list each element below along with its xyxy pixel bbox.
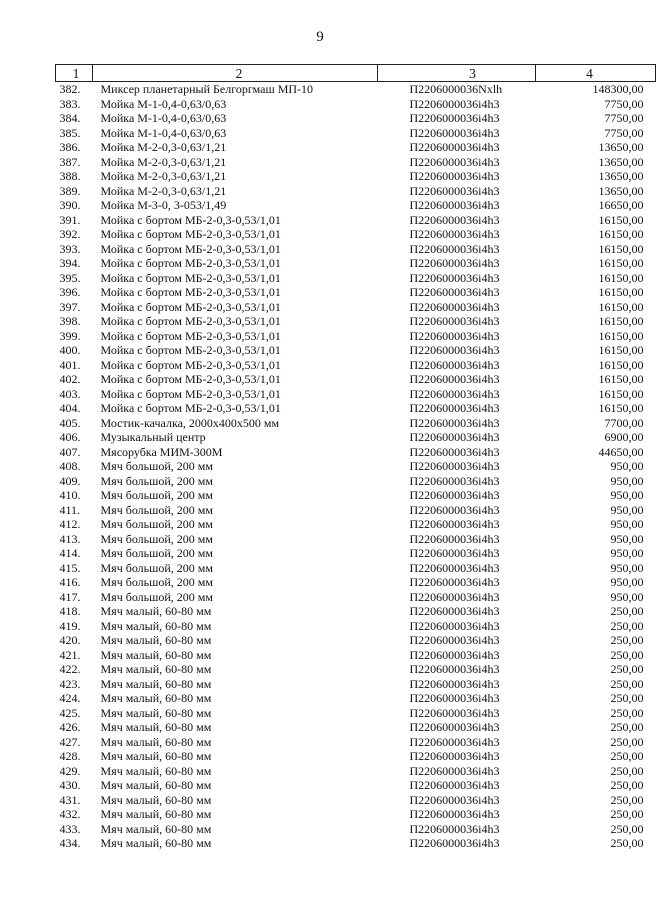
item-value: 250,00 <box>610 792 644 807</box>
inventory-code: П2206000036i4h3 <box>409 502 500 517</box>
item-name: Мойка с бортом МБ-2-0,3-0,53/1,01 <box>100 386 281 401</box>
item-name: Мойка с бортом МБ-2-0,3-0,53/1,01 <box>100 357 281 372</box>
inventory-code: П2206000036i4h3 <box>409 604 500 619</box>
row-number: 383. <box>59 96 81 111</box>
item-value: 16150,00 <box>598 227 644 242</box>
item-value: 250,00 <box>610 647 644 662</box>
inventory-code: П2206000036i4h3 <box>409 299 500 314</box>
item-value: 16150,00 <box>598 357 644 372</box>
item-value: 16150,00 <box>598 241 644 256</box>
inventory-code: П2206000036i4h3 <box>409 720 500 735</box>
row-number: 393. <box>59 241 81 256</box>
row-number: 433. <box>59 821 81 836</box>
row-number: 406. <box>59 430 81 445</box>
table-row <box>56 256 656 271</box>
item-name: Мяч малый, 60-80 мм <box>100 676 212 691</box>
table-row <box>56 532 656 547</box>
item-value: 6900,00 <box>604 430 644 445</box>
item-name: Мойка с бортом МБ-2-0,3-0,53/1,01 <box>100 314 281 329</box>
item-value: 250,00 <box>610 778 644 793</box>
table-row <box>56 822 656 837</box>
item-name: Мяч малый, 60-80 мм <box>100 807 212 822</box>
table-row <box>56 300 656 315</box>
row-number: 431. <box>59 792 81 807</box>
table-row <box>56 329 656 344</box>
row-number: 401. <box>59 357 81 372</box>
table-row <box>56 271 656 286</box>
item-name: Мойка М-3-0, 3-053/1,49 <box>100 198 227 213</box>
row-number: 409. <box>59 473 81 488</box>
row-number: 389. <box>59 183 81 198</box>
table-row <box>56 561 656 576</box>
table-row <box>56 459 656 474</box>
table-row <box>56 836 656 851</box>
table-row <box>56 662 656 677</box>
inventory-code: П2206000036i4h3 <box>409 560 500 575</box>
table-row <box>56 575 656 590</box>
item-value: 148300,00 <box>592 82 644 97</box>
item-value: 250,00 <box>610 633 644 648</box>
item-value: 250,00 <box>610 662 644 677</box>
column-header-3: 3 <box>378 65 536 82</box>
inventory-code: П2206000036i4h3 <box>409 125 500 140</box>
row-number: 400. <box>59 343 81 358</box>
table-row <box>56 445 656 460</box>
item-value: 250,00 <box>610 705 644 720</box>
row-number: 399. <box>59 328 81 343</box>
item-name: Мойка с бортом МБ-2-0,3-0,53/1,01 <box>100 372 281 387</box>
item-name: Мойка с бортом МБ-2-0,3-0,53/1,01 <box>100 343 281 358</box>
item-value: 950,00 <box>610 488 644 503</box>
item-value: 16150,00 <box>598 270 644 285</box>
item-name: Мостик-качалка, 2000х400х500 мм <box>100 415 280 430</box>
row-number: 405. <box>59 415 81 430</box>
item-value: 16150,00 <box>598 212 644 227</box>
row-number: 434. <box>59 836 81 851</box>
inventory-code: П2206000036i4h3 <box>409 792 500 807</box>
row-number: 423. <box>59 676 81 691</box>
inventory-code: П2206000036i4h3 <box>409 531 500 546</box>
item-name: Мойка М-2-0,3-0,63/1,21 <box>100 169 227 184</box>
item-name: Мойка с бортом МБ-2-0,3-0,53/1,01 <box>100 299 281 314</box>
table-row <box>56 140 656 155</box>
table-row <box>56 169 656 184</box>
inventory-code: П2206000036i4h3 <box>409 372 500 387</box>
inventory-code: П2206000036i4h3 <box>409 343 500 358</box>
table-row <box>56 97 656 112</box>
row-number: 426. <box>59 720 81 735</box>
table-row <box>56 111 656 126</box>
inventory-code: П2206000036Nxlh <box>409 82 503 97</box>
item-name: Мяч малый, 60-80 мм <box>100 821 212 836</box>
row-number: 410. <box>59 488 81 503</box>
row-number: 419. <box>59 618 81 633</box>
table-row <box>56 619 656 634</box>
inventory-code: П2206000036i4h3 <box>409 386 500 401</box>
item-name: Мяч малый, 60-80 мм <box>100 705 212 720</box>
row-number: 387. <box>59 154 81 169</box>
table-row <box>56 590 656 605</box>
table-row <box>56 227 656 242</box>
table-row <box>56 416 656 431</box>
item-value: 7700,00 <box>604 415 644 430</box>
inventory-code: П2206000036i4h3 <box>409 212 500 227</box>
inventory-code: П2206000036i4h3 <box>409 517 500 532</box>
item-name: Мойка с бортом МБ-2-0,3-0,53/1,01 <box>100 285 281 300</box>
item-value: 16150,00 <box>598 285 644 300</box>
item-value: 16150,00 <box>598 401 644 416</box>
item-value: 250,00 <box>610 618 644 633</box>
row-number: 396. <box>59 285 81 300</box>
item-value: 250,00 <box>610 821 644 836</box>
item-name: Мяч малый, 60-80 мм <box>100 604 212 619</box>
item-value: 250,00 <box>610 720 644 735</box>
table-row <box>56 343 656 358</box>
item-name: Мяч малый, 60-80 мм <box>100 647 212 662</box>
table-row <box>56 517 656 532</box>
row-number: 407. <box>59 444 81 459</box>
table-row <box>56 648 656 663</box>
inventory-code: П2206000036i4h3 <box>409 314 500 329</box>
column-header-1: 1 <box>56 65 93 82</box>
row-number: 397. <box>59 299 81 314</box>
inventory-code: П2206000036i4h3 <box>409 589 500 604</box>
column-header-4: 4 <box>536 65 656 82</box>
item-name: Миксер планетарный Белгоргмаш МП-10 <box>100 82 314 97</box>
table-row <box>56 633 656 648</box>
item-value: 250,00 <box>610 604 644 619</box>
item-name: Мойка с бортом МБ-2-0,3-0,53/1,01 <box>100 401 281 416</box>
inventory-code: П2206000036i4h3 <box>409 836 500 851</box>
item-name: Мясорубка МИМ-300М <box>100 444 223 459</box>
inventory-code: П2206000036i4h3 <box>409 241 500 256</box>
row-number: 394. <box>59 256 81 271</box>
inventory-code: П2206000036i4h3 <box>409 821 500 836</box>
item-value: 7750,00 <box>604 111 644 126</box>
item-value: 250,00 <box>610 734 644 749</box>
item-value: 250,00 <box>610 807 644 822</box>
item-name: Мяч малый, 60-80 мм <box>100 763 212 778</box>
inventory-code: П2206000036i4h3 <box>409 705 500 720</box>
item-value: 16150,00 <box>598 299 644 314</box>
item-name: Мяч большой, 200 мм <box>100 531 213 546</box>
table-row <box>56 546 656 561</box>
item-value: 950,00 <box>610 517 644 532</box>
inventory-code: П2206000036i4h3 <box>409 749 500 764</box>
item-name: Мойка с бортом МБ-2-0,3-0,53/1,01 <box>100 256 281 271</box>
table-row <box>56 285 656 300</box>
table-header-row <box>56 65 656 82</box>
row-number: 418. <box>59 604 81 619</box>
item-value: 950,00 <box>610 589 644 604</box>
row-number: 414. <box>59 546 81 561</box>
item-name: Мойка М-2-0,3-0,63/1,21 <box>100 183 227 198</box>
item-value: 16150,00 <box>598 256 644 271</box>
item-value: 950,00 <box>610 473 644 488</box>
inventory-code: П2206000036i4h3 <box>409 256 500 271</box>
table-row <box>56 184 656 199</box>
inventory-code: П2206000036i4h3 <box>409 154 500 169</box>
item-name: Мойка с бортом МБ-2-0,3-0,53/1,01 <box>100 241 281 256</box>
table-row <box>56 503 656 518</box>
table-row <box>56 155 656 170</box>
inventory-code: П2206000036i4h3 <box>409 734 500 749</box>
item-value: 16150,00 <box>598 314 644 329</box>
item-name: Мяч большой, 200 мм <box>100 560 213 575</box>
item-name: Мойка с бортом МБ-2-0,3-0,53/1,01 <box>100 212 281 227</box>
inventory-table <box>55 64 656 851</box>
row-number: 403. <box>59 386 81 401</box>
item-name: Мяч малый, 60-80 мм <box>100 720 212 735</box>
inventory-code: П2206000036i4h3 <box>409 473 500 488</box>
inventory-code: П2206000036i4h3 <box>409 183 500 198</box>
column-header-2: 2 <box>93 65 378 82</box>
table-row <box>56 807 656 822</box>
item-value: 16150,00 <box>598 372 644 387</box>
row-number: 425. <box>59 705 81 720</box>
table-row <box>56 735 656 750</box>
table-row <box>56 358 656 373</box>
item-name: Мяч малый, 60-80 мм <box>100 836 212 851</box>
item-value: 950,00 <box>610 531 644 546</box>
inventory-code: П2206000036i4h3 <box>409 647 500 662</box>
item-value: 950,00 <box>610 575 644 590</box>
table-row <box>56 242 656 257</box>
table-row <box>56 488 656 503</box>
item-value: 250,00 <box>610 691 644 706</box>
row-number: 412. <box>59 517 81 532</box>
row-number: 404. <box>59 401 81 416</box>
row-number: 382. <box>59 82 81 97</box>
item-name: Мяч малый, 60-80 мм <box>100 618 212 633</box>
item-name: Музыкальный центр <box>100 430 206 445</box>
inventory-code: П2206000036i4h3 <box>409 444 500 459</box>
item-name: Мяч большой, 200 мм <box>100 502 213 517</box>
item-name: Мойка М-2-0,3-0,63/1,21 <box>100 154 227 169</box>
table-row <box>56 198 656 213</box>
item-name: Мяч малый, 60-80 мм <box>100 633 212 648</box>
row-number: 411. <box>59 502 81 517</box>
item-name: Мойка М-1-0,4-0,63/0,63 <box>100 96 227 111</box>
item-value: 13650,00 <box>598 140 644 155</box>
table-row <box>56 372 656 387</box>
item-name: Мойка с бортом МБ-2-0,3-0,53/1,01 <box>100 227 281 242</box>
item-value: 13650,00 <box>598 169 644 184</box>
item-value: 13650,00 <box>598 183 644 198</box>
row-number: 417. <box>59 589 81 604</box>
row-number: 430. <box>59 778 81 793</box>
table-row <box>56 720 656 735</box>
row-number: 385. <box>59 125 81 140</box>
inventory-code: П2206000036i4h3 <box>409 430 500 445</box>
inventory-code: П2206000036i4h3 <box>409 357 500 372</box>
item-value: 16150,00 <box>598 386 644 401</box>
row-number: 415. <box>59 560 81 575</box>
item-value: 13650,00 <box>598 154 644 169</box>
item-name: Мяч большой, 200 мм <box>100 575 213 590</box>
inventory-code: П2206000036i4h3 <box>409 328 500 343</box>
row-number: 408. <box>59 459 81 474</box>
item-value: 16150,00 <box>598 328 644 343</box>
item-name: Мяч малый, 60-80 мм <box>100 749 212 764</box>
table-row <box>56 691 656 706</box>
item-value: 950,00 <box>610 546 644 561</box>
table-row <box>56 387 656 402</box>
row-number: 384. <box>59 111 81 126</box>
item-name: Мяч малый, 60-80 мм <box>100 691 212 706</box>
row-number: 422. <box>59 662 81 677</box>
table-row <box>56 474 656 489</box>
inventory-code: П2206000036i4h3 <box>409 459 500 474</box>
item-value: 250,00 <box>610 749 644 764</box>
item-name: Мяч малый, 60-80 мм <box>100 792 212 807</box>
table-row <box>56 604 656 619</box>
item-name: Мяч большой, 200 мм <box>100 459 213 474</box>
item-name: Мяч малый, 60-80 мм <box>100 662 212 677</box>
item-name: Мяч большой, 200 мм <box>100 488 213 503</box>
item-value: 950,00 <box>610 560 644 575</box>
item-name: Мяч большой, 200 мм <box>100 589 213 604</box>
item-value: 250,00 <box>610 676 644 691</box>
table-row <box>56 764 656 779</box>
table-row <box>56 430 656 445</box>
row-number: 398. <box>59 314 81 329</box>
inventory-code: П2206000036i4h3 <box>409 415 500 430</box>
inventory-code: П2206000036i4h3 <box>409 111 500 126</box>
table-row <box>56 126 656 141</box>
table-row <box>56 213 656 228</box>
table-row <box>56 749 656 764</box>
table-body <box>56 82 656 851</box>
row-number: 402. <box>59 372 81 387</box>
inventory-code: П2206000036i4h3 <box>409 618 500 633</box>
inventory-code: П2206000036i4h3 <box>409 169 500 184</box>
row-number: 390. <box>59 198 81 213</box>
inventory-code: П2206000036i4h3 <box>409 198 500 213</box>
inventory-code: П2206000036i4h3 <box>409 662 500 677</box>
inventory-code: П2206000036i4h3 <box>409 140 500 155</box>
inventory-code: П2206000036i4h3 <box>409 227 500 242</box>
row-number: 428. <box>59 749 81 764</box>
item-name: Мяч большой, 200 мм <box>100 473 213 488</box>
inventory-code: П2206000036i4h3 <box>409 763 500 778</box>
row-number: 427. <box>59 734 81 749</box>
row-number: 395. <box>59 270 81 285</box>
table-row <box>56 401 656 416</box>
table-row <box>56 82 656 97</box>
inventory-code: П2206000036i4h3 <box>409 401 500 416</box>
inventory-code: П2206000036i4h3 <box>409 691 500 706</box>
item-value: 250,00 <box>610 763 644 778</box>
item-name: Мяч малый, 60-80 мм <box>100 734 212 749</box>
item-value: 950,00 <box>610 459 644 474</box>
row-number: 386. <box>59 140 81 155</box>
inventory-code: П2206000036i4h3 <box>409 778 500 793</box>
inventory-code: П2206000036i4h3 <box>409 270 500 285</box>
row-number: 420. <box>59 633 81 648</box>
inventory-code: П2206000036i4h3 <box>409 488 500 503</box>
inventory-code: П2206000036i4h3 <box>409 807 500 822</box>
item-name: Мяч большой, 200 мм <box>100 517 213 532</box>
item-name: Мойка М-1-0,4-0,63/0,63 <box>100 125 227 140</box>
inventory-code: П2206000036i4h3 <box>409 676 500 691</box>
row-number: 391. <box>59 212 81 227</box>
item-name: Мойка М-1-0,4-0,63/0,63 <box>100 111 227 126</box>
table-row <box>56 677 656 692</box>
inventory-code: П2206000036i4h3 <box>409 546 500 561</box>
table-row <box>56 778 656 793</box>
inventory-code: П2206000036i4h3 <box>409 285 500 300</box>
item-value: 7750,00 <box>604 125 644 140</box>
row-number: 413. <box>59 531 81 546</box>
table-row <box>56 706 656 721</box>
row-number: 388. <box>59 169 81 184</box>
row-number: 429. <box>59 763 81 778</box>
item-name: Мойка с бортом МБ-2-0,3-0,53/1,01 <box>100 328 281 343</box>
item-value: 16150,00 <box>598 343 644 358</box>
table-row <box>56 314 656 329</box>
item-name: Мяч малый, 60-80 мм <box>100 778 212 793</box>
row-number: 424. <box>59 691 81 706</box>
item-value: 7750,00 <box>604 96 644 111</box>
row-number: 416. <box>59 575 81 590</box>
item-value: 44650,00 <box>598 444 644 459</box>
item-value: 950,00 <box>610 502 644 517</box>
item-name: Мойка с бортом МБ-2-0,3-0,53/1,01 <box>100 270 281 285</box>
row-number: 421. <box>59 647 81 662</box>
item-value: 16650,00 <box>598 198 644 213</box>
item-value: 250,00 <box>610 836 644 851</box>
inventory-code: П2206000036i4h3 <box>409 633 500 648</box>
row-number: 432. <box>59 807 81 822</box>
table-row <box>56 793 656 808</box>
item-name: Мяч большой, 200 мм <box>100 546 213 561</box>
row-number: 392. <box>59 227 81 242</box>
item-name: Мойка М-2-0,3-0,63/1,21 <box>100 140 227 155</box>
inventory-code: П2206000036i4h3 <box>409 575 500 590</box>
inventory-code: П2206000036i4h3 <box>409 96 500 111</box>
page-number: 9 <box>316 29 324 45</box>
